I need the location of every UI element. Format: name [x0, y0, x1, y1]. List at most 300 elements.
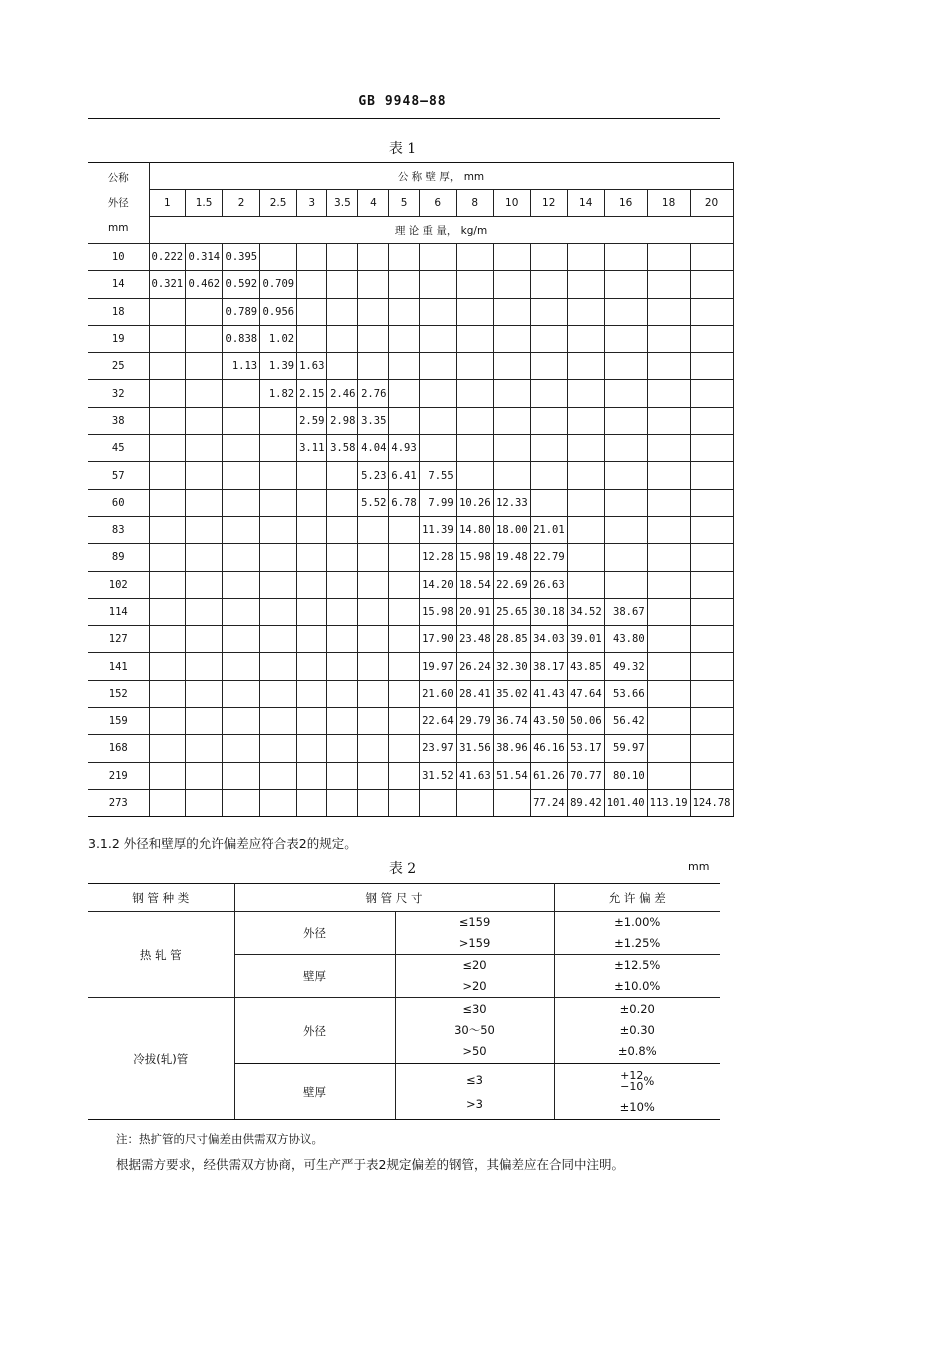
weight-cell	[327, 244, 358, 271]
weight-cell: 15.98	[419, 598, 456, 625]
table-row	[88, 489, 733, 516]
hot-od-tolerances	[554, 912, 720, 955]
weight-cell	[647, 598, 690, 625]
outer-diameter-cell: 18	[88, 298, 149, 325]
weight-cell: 1.63	[297, 353, 327, 380]
weight-cell	[358, 653, 389, 680]
weight-cell	[297, 626, 327, 653]
weight-cell	[297, 489, 327, 516]
table-row	[88, 325, 733, 352]
weight-cell: 34.03	[530, 626, 567, 653]
header-pipe-type: 钢 管 种 类	[88, 884, 234, 912]
hot-rolled-type: 热 轧 管	[88, 912, 234, 998]
weight-cell: 43.85	[567, 653, 604, 680]
weight-cell	[456, 244, 493, 271]
outer-diameter-cell: 19	[88, 325, 149, 352]
weight-cell	[647, 762, 690, 789]
od-corner-header	[88, 163, 149, 244]
table-row	[88, 462, 733, 489]
table-row	[88, 598, 733, 625]
thickness-header-cell: 4	[358, 190, 389, 217]
weight-cell: 38.17	[530, 653, 567, 680]
outer-diameter-cell: 114	[88, 598, 149, 625]
weight-cell	[690, 353, 733, 380]
weight-cell	[186, 353, 223, 380]
weight-cell	[358, 298, 389, 325]
weight-cell	[647, 489, 690, 516]
weight-cell	[358, 353, 389, 380]
weight-cell: 28.85	[493, 626, 530, 653]
weight-cell	[419, 325, 456, 352]
weight-cell: 59.97	[604, 735, 647, 762]
section-3-1-2-text: 3.1.2 外径和壁厚的允许偏差应符合表2的规定。	[88, 836, 357, 851]
weight-cell	[149, 407, 186, 434]
weight-cell	[149, 653, 186, 680]
weight-cell	[223, 653, 260, 680]
weight-cell	[260, 462, 297, 489]
weight-cell	[327, 353, 358, 380]
weight-cell	[186, 571, 223, 598]
weight-cell	[604, 298, 647, 325]
weight-cell	[186, 653, 223, 680]
weight-cell: 26.24	[456, 653, 493, 680]
corner-line-1: 公称	[107, 171, 129, 184]
weight-cell	[647, 271, 690, 298]
weight-cell	[223, 626, 260, 653]
weight-cell	[327, 516, 358, 543]
weight-cell: 38.96	[493, 735, 530, 762]
hot-od-tol-1: ±1.00%	[614, 915, 661, 929]
weight-cell	[260, 708, 297, 735]
weight-cell	[297, 571, 327, 598]
weight-cell: 2.76	[358, 380, 389, 407]
weight-cell	[647, 462, 690, 489]
cold-wall-range-1: ≤3	[466, 1072, 483, 1087]
hot-wall-ranges	[395, 955, 554, 998]
header-rule	[88, 118, 720, 119]
weight-cell	[358, 789, 389, 816]
weight-cell	[604, 271, 647, 298]
weight-cell	[327, 762, 358, 789]
hot-wall-tol-1: ±12.5%	[614, 958, 661, 972]
weight-cell	[186, 298, 223, 325]
table-row	[88, 353, 733, 380]
weight-cell	[358, 762, 389, 789]
weight-cell: 49.32	[604, 653, 647, 680]
thickness-header-cell: 2.5	[260, 190, 297, 217]
weight-cell	[567, 325, 604, 352]
supplementary-paragraph: 根据需方要求，经供需双方协商，可生产严于表2规定偏差的钢管，其偏差应在合同中注明。	[116, 1157, 624, 1172]
weight-cell	[149, 516, 186, 543]
weight-cell: 43.80	[604, 626, 647, 653]
wall-thickness-group-header: 公 称 壁 厚， mm	[149, 163, 733, 190]
weight-cell	[567, 353, 604, 380]
weight-cell	[389, 653, 419, 680]
thickness-header-cell: 5	[389, 190, 419, 217]
cold-wall-tol-2: ±10%	[619, 1099, 655, 1114]
weight-cell	[567, 271, 604, 298]
weight-cell: 6.41	[389, 462, 419, 489]
weight-cell: 38.67	[604, 598, 647, 625]
weight-cell	[493, 789, 530, 816]
weight-cell	[647, 680, 690, 707]
weight-cell: 43.50	[530, 708, 567, 735]
weight-cell	[358, 735, 389, 762]
weight-cell	[327, 626, 358, 653]
weight-cell	[149, 762, 186, 789]
weight-cell	[260, 626, 297, 653]
thickness-header-cell: 8	[456, 190, 493, 217]
weight-cell: 29.79	[456, 708, 493, 735]
hot-od-label: 外径	[234, 912, 395, 955]
weight-cell: 18.00	[493, 516, 530, 543]
weight-cell	[690, 325, 733, 352]
weight-cell: 12.28	[419, 544, 456, 571]
outer-diameter-cell: 159	[88, 708, 149, 735]
outer-diameter-cell: 25	[88, 353, 149, 380]
weight-cell	[456, 407, 493, 434]
thickness-header-cell: 12	[530, 190, 567, 217]
weight-cell	[647, 571, 690, 598]
weight-cell	[327, 462, 358, 489]
thickness-header-cell: 14	[567, 190, 604, 217]
weight-cell	[419, 380, 456, 407]
table-row	[88, 626, 733, 653]
weight-cell	[604, 489, 647, 516]
weight-cell: 50.06	[567, 708, 604, 735]
weight-cell	[186, 407, 223, 434]
weight-cell	[358, 708, 389, 735]
table-row	[88, 708, 733, 735]
weight-cell	[456, 298, 493, 325]
weight-cell	[690, 735, 733, 762]
weight-cell	[358, 544, 389, 571]
weight-cell	[567, 380, 604, 407]
weight-cell	[493, 407, 530, 434]
weight-cell	[647, 244, 690, 271]
weight-cell: 3.58	[327, 435, 358, 462]
weight-cell	[260, 435, 297, 462]
weight-cell	[530, 244, 567, 271]
weight-cell	[186, 708, 223, 735]
weight-cell	[493, 244, 530, 271]
weight-cell	[389, 516, 419, 543]
weight-cell: 51.54	[493, 762, 530, 789]
header-tolerance: 允 许 偏 差	[554, 884, 720, 912]
weight-cell	[223, 762, 260, 789]
thickness-header-cell: 3.5	[327, 190, 358, 217]
cold-wall-ranges	[395, 1064, 554, 1120]
weight-cell	[327, 271, 358, 298]
weight-cell	[149, 298, 186, 325]
weight-cell: 36.74	[493, 708, 530, 735]
weight-cell	[647, 298, 690, 325]
weight-cell	[567, 462, 604, 489]
weight-cell	[186, 544, 223, 571]
weight-cell	[690, 516, 733, 543]
weight-cell	[327, 571, 358, 598]
outer-diameter-cell: 14	[88, 271, 149, 298]
weight-cell	[186, 598, 223, 625]
weight-cell: 61.26	[530, 762, 567, 789]
weight-cell: 5.52	[358, 489, 389, 516]
weight-cell: 0.956	[260, 298, 297, 325]
weight-cell	[297, 708, 327, 735]
weight-cell: 20.91	[456, 598, 493, 625]
weight-cell	[297, 544, 327, 571]
weight-cell	[604, 462, 647, 489]
weight-cell	[604, 353, 647, 380]
thickness-header-cell: 16	[604, 190, 647, 217]
weight-cell	[297, 789, 327, 816]
weight-cell	[530, 489, 567, 516]
weight-cell	[389, 598, 419, 625]
weight-cell: 7.55	[419, 462, 456, 489]
weight-cell	[456, 462, 493, 489]
outer-diameter-cell: 141	[88, 653, 149, 680]
corner-line-3: mm	[108, 221, 129, 234]
weight-cell	[493, 380, 530, 407]
weight-cell	[690, 489, 733, 516]
hot-wall-tol-2: ±10.0%	[614, 979, 661, 993]
weight-cell	[358, 244, 389, 271]
weight-cell	[493, 435, 530, 462]
weight-cell	[530, 353, 567, 380]
weight-cell: 17.90	[419, 626, 456, 653]
weight-cell: 22.79	[530, 544, 567, 571]
weight-cell: 30.18	[530, 598, 567, 625]
thickness-header-cell: 2	[223, 190, 260, 217]
table1-caption: 表 1	[388, 141, 417, 157]
table-row	[88, 762, 733, 789]
weight-cell	[327, 298, 358, 325]
outer-diameter-cell: 89	[88, 544, 149, 571]
hot-wall-range-2: >20	[462, 979, 487, 993]
weight-cell	[149, 789, 186, 816]
weight-cell: 22.69	[493, 571, 530, 598]
weight-cell: 41.63	[456, 762, 493, 789]
weight-cell	[186, 435, 223, 462]
outer-diameter-cell: 273	[88, 789, 149, 816]
cold-od-tolerances	[554, 998, 720, 1064]
weight-cell	[604, 516, 647, 543]
weight-cell: 0.838	[223, 325, 260, 352]
weight-cell	[297, 462, 327, 489]
weight-cell: 35.02	[493, 680, 530, 707]
weight-cell	[567, 244, 604, 271]
weight-cell: 70.77	[567, 762, 604, 789]
weight-cell: 0.314	[186, 244, 223, 271]
weight-cell	[604, 380, 647, 407]
weight-cell	[419, 435, 456, 462]
weight-cell	[297, 598, 327, 625]
weight-cell	[149, 435, 186, 462]
weight-cell: 0.222	[149, 244, 186, 271]
weight-cell	[647, 325, 690, 352]
weight-cell	[358, 680, 389, 707]
weight-cell	[389, 680, 419, 707]
weight-cell	[358, 516, 389, 543]
weight-cell	[223, 598, 260, 625]
weight-cell	[493, 298, 530, 325]
weight-cell: 26.63	[530, 571, 567, 598]
outer-diameter-cell: 168	[88, 735, 149, 762]
weight-cell	[358, 571, 389, 598]
hot-wall-range-1: ≤20	[462, 958, 487, 972]
weight-cell	[149, 571, 186, 598]
outer-diameter-cell: 57	[88, 462, 149, 489]
weight-cell: 2.98	[327, 407, 358, 434]
table-row	[88, 653, 733, 680]
weight-cell	[389, 325, 419, 352]
weight-cell: 2.46	[327, 380, 358, 407]
outer-diameter-cell: 127	[88, 626, 149, 653]
weight-cell	[297, 298, 327, 325]
cold-od-range-1: ≤30	[462, 1002, 487, 1016]
weight-cell	[530, 462, 567, 489]
weight-cell	[186, 516, 223, 543]
weight-cell	[567, 544, 604, 571]
weight-cell	[530, 407, 567, 434]
weight-cell	[186, 680, 223, 707]
weight-cell	[327, 708, 358, 735]
weight-cell	[690, 626, 733, 653]
weight-cell	[567, 435, 604, 462]
weight-cell	[186, 489, 223, 516]
weight-cell	[690, 380, 733, 407]
weight-cell	[389, 380, 419, 407]
weight-cell	[327, 680, 358, 707]
weight-cell: 53.17	[567, 735, 604, 762]
weight-cell	[530, 271, 567, 298]
weight-cell: 11.39	[419, 516, 456, 543]
weight-cell	[389, 271, 419, 298]
weight-cell	[604, 544, 647, 571]
table2-unit: mm	[688, 860, 710, 873]
weight-cell: 23.48	[456, 626, 493, 653]
weight-cell	[358, 325, 389, 352]
weight-cell: 0.592	[223, 271, 260, 298]
weight-cell	[358, 598, 389, 625]
weight-cell: 12.33	[493, 489, 530, 516]
weight-cell	[647, 407, 690, 434]
weight-cell	[223, 489, 260, 516]
header-pipe-size: 钢 管 尺 寸	[234, 884, 554, 912]
weight-cell	[419, 244, 456, 271]
weight-cell	[389, 789, 419, 816]
weight-cell: 0.789	[223, 298, 260, 325]
weight-cell: 31.56	[456, 735, 493, 762]
standard-number-header: GB 9948—88	[358, 94, 447, 109]
weight-cell	[567, 298, 604, 325]
weight-cell: 4.93	[389, 435, 419, 462]
weight-cell	[567, 489, 604, 516]
weight-cell	[223, 680, 260, 707]
weight-cell	[530, 298, 567, 325]
weight-cell	[419, 298, 456, 325]
cold-od-range-3: >50	[462, 1044, 487, 1058]
cold-wall-tol-asym	[555, 1066, 721, 1096]
weight-cell	[260, 762, 297, 789]
cold-wall-label: 壁厚	[234, 1064, 395, 1120]
weight-cell	[647, 653, 690, 680]
cold-wall-tolerances	[554, 1064, 720, 1120]
weight-cell: 5.23	[358, 462, 389, 489]
weight-cell	[297, 680, 327, 707]
table-row	[88, 571, 733, 598]
weight-cell	[223, 462, 260, 489]
weight-cell	[260, 789, 297, 816]
weight-cell	[456, 353, 493, 380]
weight-cell	[186, 762, 223, 789]
weight-cell	[149, 489, 186, 516]
table-row	[88, 680, 733, 707]
thickness-header-cell: 20	[690, 190, 733, 217]
weight-cell	[260, 653, 297, 680]
outer-diameter-cell: 152	[88, 680, 149, 707]
weight-cell: 89.42	[567, 789, 604, 816]
weight-cell	[493, 462, 530, 489]
weight-cell	[690, 298, 733, 325]
weight-cell	[530, 435, 567, 462]
weight-cell	[690, 762, 733, 789]
corner-line-2: 外径	[107, 196, 129, 209]
weight-cell	[297, 735, 327, 762]
weight-cell	[149, 735, 186, 762]
table-row	[88, 544, 733, 571]
weight-cell	[149, 325, 186, 352]
weight-cell	[223, 571, 260, 598]
weight-cell	[186, 380, 223, 407]
thickness-header-cell: 10	[493, 190, 530, 217]
weight-cell	[223, 544, 260, 571]
weight-cell	[690, 544, 733, 571]
weight-cell	[456, 325, 493, 352]
weight-cell	[297, 325, 327, 352]
weight-cell: 3.35	[358, 407, 389, 434]
weight-cell	[149, 380, 186, 407]
weight-cell	[149, 680, 186, 707]
weight-cell	[186, 462, 223, 489]
weight-cell: 19.97	[419, 653, 456, 680]
weight-cell	[690, 571, 733, 598]
hot-wall-label: 壁厚	[234, 955, 395, 998]
weight-cell	[327, 489, 358, 516]
weight-cell: 15.98	[456, 544, 493, 571]
weight-cell	[456, 435, 493, 462]
table2-note: 注：热扩管的尺寸偏差由供需双方协议。	[116, 1132, 323, 1146]
weight-cell: 14.20	[419, 571, 456, 598]
weight-cell	[327, 653, 358, 680]
weight-cell	[456, 271, 493, 298]
weight-cell: 34.52	[567, 598, 604, 625]
outer-diameter-cell: 83	[88, 516, 149, 543]
table-row	[88, 244, 733, 271]
weight-cell: 1.82	[260, 380, 297, 407]
weight-cell	[327, 735, 358, 762]
weight-cell	[419, 353, 456, 380]
table-row	[88, 735, 733, 762]
weight-cell	[647, 708, 690, 735]
weight-cell	[297, 762, 327, 789]
weight-cell: 1.39	[260, 353, 297, 380]
weight-cell	[530, 380, 567, 407]
cold-od-tol-2: ±0.30	[619, 1023, 655, 1037]
weight-cell	[647, 380, 690, 407]
weight-cell	[223, 407, 260, 434]
weight-cell	[223, 735, 260, 762]
outer-diameter-cell: 60	[88, 489, 149, 516]
